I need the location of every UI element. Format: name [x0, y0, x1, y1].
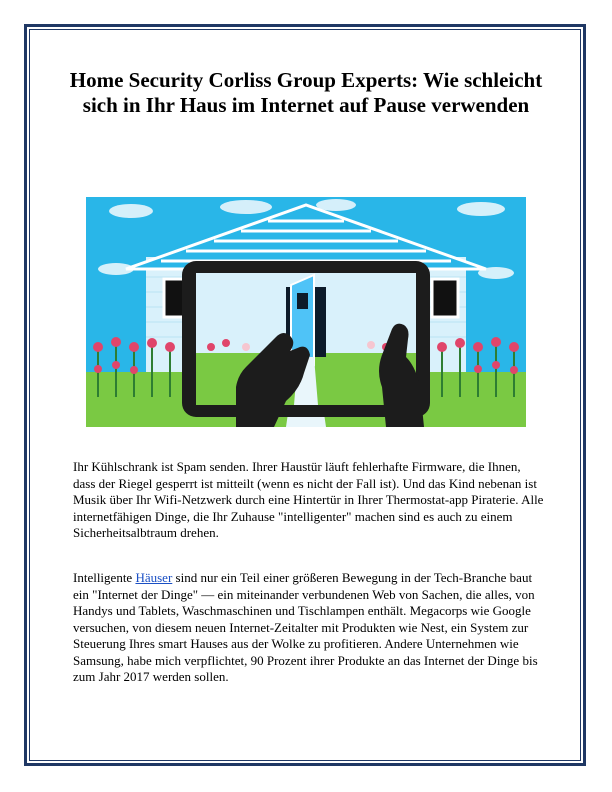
paragraph-2 [73, 570, 545, 686]
paragraph-2-rest: sind nur ein Teil einer größeren Bewegung in der Tech-Branche baut ein "Internet der Dinge" — ein miteinander verbundenen Web von Sachen, die alles, von Handys und Tablets, Waschmaschinen und Tischlampen enthält. Megacorps wie Google versuchen, von diesem neuen Internet-Zeitalter mit Produkten wie Nest, ein System zur Steuerung Ihres smart Hauses aus der Wolke zu profitieren. Andere Unternehmen wie Samsung, habe mich verpflichtet, 90 Prozent ihrer Produkte an das Internet der Dinge bis zum Jahr 2017 werden sollen. [73, 570, 538, 684]
haeuser-link[interactable]: Häuser [135, 570, 173, 585]
smart-home-illustration [86, 197, 526, 427]
paragraph-1: Ihr Kühlschrank ist Spam senden. Ihrer Haustür läuft fehlerhafte Firmware, die Ihnen, dass der Riegel gesperrt ist mitteilt (wenn es nicht der Fall ist). Und das Kind nebenan ist Musik über Ihr Wifi-Netzwerk durch eine Hintertür in Ihrer Thermostat-app Piraterie. Alle internetfähigen Dinge, die Ihr Zuhause "intelligenter" machen sind es auch zu einem Sicherheitsalbtraum drehen. [73, 459, 544, 540]
paragraph-2-lead: Intelligente [73, 570, 136, 585]
page-title: Home Security Corliss Group Experts: Wie schleicht sich in Ihr Haus im Internet auf Pause verwenden [69, 68, 543, 117]
